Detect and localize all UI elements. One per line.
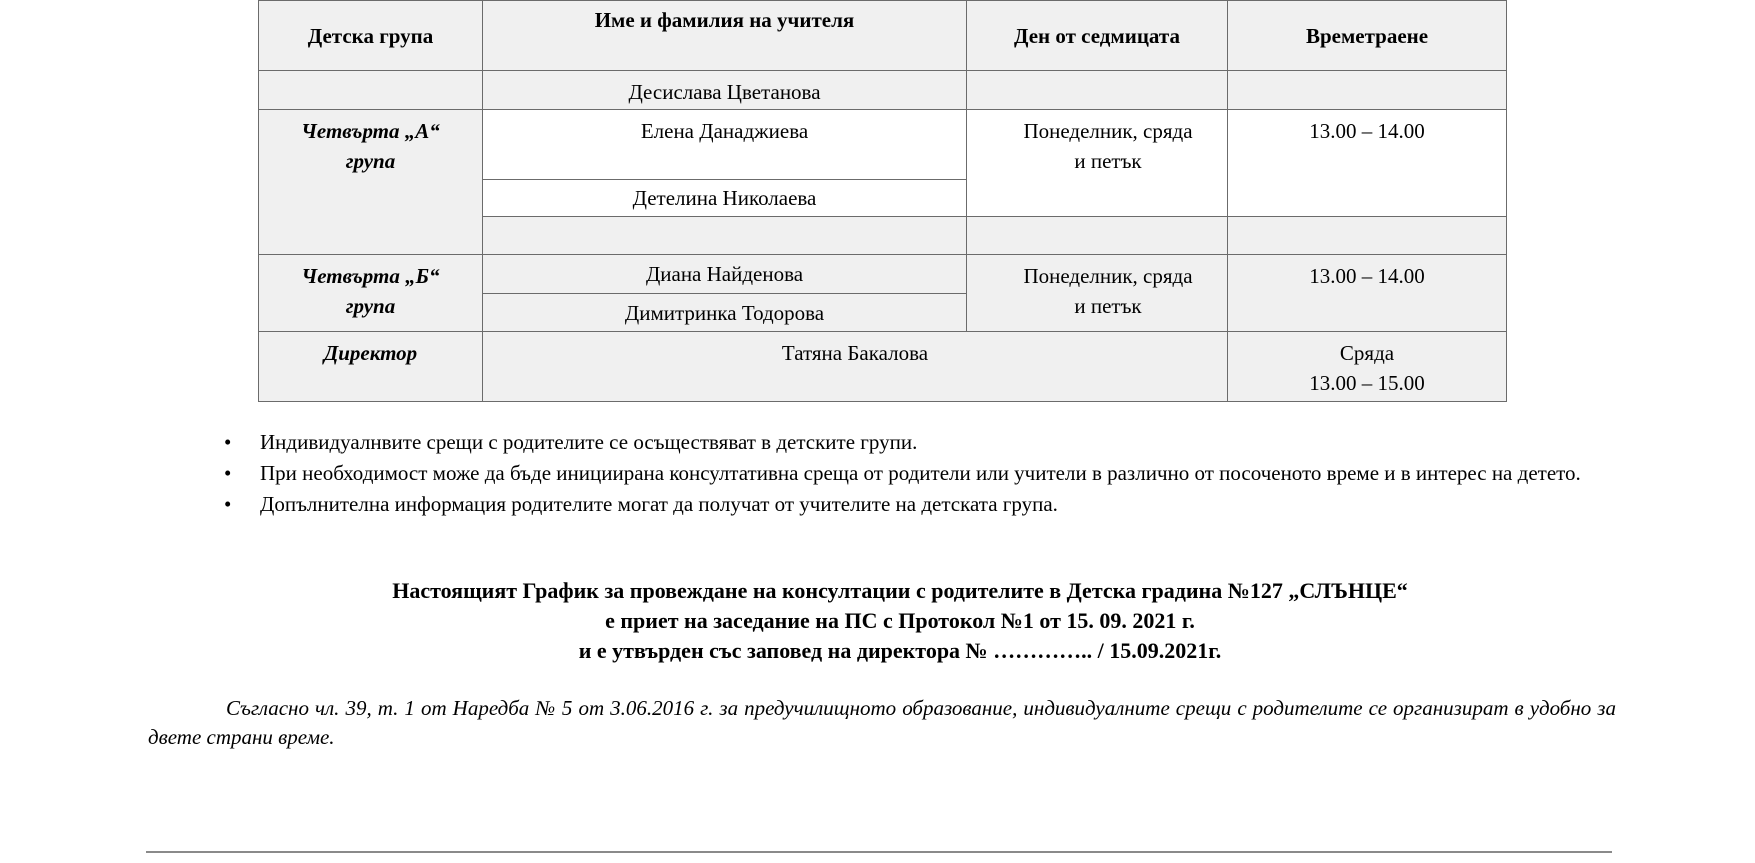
bullet-icon: • — [224, 492, 232, 516]
director-label-cell — [259, 332, 483, 402]
group-a-time-cell — [1228, 110, 1507, 217]
table-row — [259, 255, 1507, 294]
note-text: При необходимост може да бъде инициирана консултативна среща от родители или учители в различно от посоченото време и в интерес на детето. — [260, 461, 1581, 485]
director-label: Директор — [323, 341, 418, 365]
approval-line: е приет на заседание на ПС с Протокол №1 от 15. 09. 2021 г. — [605, 608, 1195, 633]
director-name-cell — [483, 332, 1228, 402]
approval-line: Настоящият График за провеждане на консултации с родителите в Детска градина №127 „СЛЪНЦЕ“ — [392, 578, 1408, 603]
group-a-day-cell — [967, 110, 1228, 217]
director-time-cell — [1228, 332, 1507, 402]
empty-cell — [1228, 217, 1507, 255]
group-b-label: Четвърта „Б“ — [301, 264, 440, 288]
empty-cell — [967, 71, 1228, 110]
time-value: 13.00 – 14.00 — [1309, 119, 1425, 143]
header-teacher-label: Име и фамилия на учителя — [594, 8, 855, 32]
director-name: Татяна Бакалова — [781, 341, 929, 365]
header-day — [967, 1, 1228, 71]
teacher-cell — [483, 255, 967, 294]
table-header-row — [259, 1, 1507, 71]
teacher-cell — [483, 180, 967, 217]
group-a-label-2: група — [345, 149, 396, 173]
group-a-label: Четвърта „А“ — [301, 119, 440, 143]
note-text: Индивидуалнвите срещи с родителите се осъществяват в детските групи. — [260, 430, 918, 454]
day-line: и петък — [1074, 294, 1142, 318]
table-row — [259, 332, 1507, 402]
bullet-icon: • — [224, 461, 232, 485]
list-item — [222, 459, 1617, 488]
time-value: 13.00 – 14.00 — [1309, 264, 1425, 288]
group-b-time-cell — [1228, 255, 1507, 332]
table-row — [259, 71, 1507, 110]
teacher-cell — [483, 110, 967, 180]
teacher-cell — [483, 294, 967, 332]
header-group-label: Детска група — [307, 23, 434, 48]
teacher-name: Димитринка Тодорова — [624, 301, 825, 325]
empty-cell — [1228, 71, 1507, 110]
header-duration — [1228, 1, 1507, 71]
teacher-name: Елена Данаджиева — [640, 119, 809, 143]
approval-line: и е утвърден със заповед на директора № ………….. / 15.09.2021г. — [578, 638, 1222, 663]
teacher-name: Десислава Цветанова — [628, 80, 821, 104]
header-day-label: Ден от седмицата — [1014, 23, 1180, 48]
approval-statement — [0, 576, 1755, 666]
consultation-schedule-table — [258, 0, 1507, 402]
empty-cell — [483, 217, 967, 255]
director-time: 13.00 – 15.00 — [1309, 371, 1425, 395]
header-duration-label: Времетраене — [1305, 23, 1429, 48]
legal-note: Съгласно чл. 39, т. 1 от Наредба № 5 от 3.06.2016 г. за предучилищното образование, индивидуалните срещи с родителите се организират в удобно за двете страни време. — [148, 696, 1616, 749]
empty-cell — [259, 71, 483, 110]
day-line: Понеделник, сряда — [1023, 119, 1193, 143]
note-text: Допълнителна информация родителите могат да получат от учителите на детската група. — [260, 492, 1058, 516]
teacher-name: Детелина Николаева — [632, 186, 817, 210]
teacher-name: Диана Найденова — [645, 262, 804, 286]
notes-list — [222, 428, 1617, 521]
footer-divider — [146, 851, 1612, 853]
group-a-cell — [259, 110, 483, 255]
header-teacher — [483, 1, 967, 71]
list-item — [222, 428, 1617, 457]
director-day: Сряда — [1339, 341, 1395, 365]
day-line: Понеделник, сряда — [1023, 264, 1193, 288]
header-group — [259, 1, 483, 71]
day-line: и петък — [1074, 149, 1142, 173]
bullet-icon: • — [224, 430, 232, 454]
list-item — [222, 490, 1617, 519]
empty-cell — [967, 217, 1228, 255]
teacher-cell — [483, 71, 967, 110]
group-b-cell — [259, 255, 483, 332]
table-row — [259, 110, 1507, 180]
group-b-label-2: група — [345, 294, 396, 318]
group-b-day-cell — [967, 255, 1228, 332]
